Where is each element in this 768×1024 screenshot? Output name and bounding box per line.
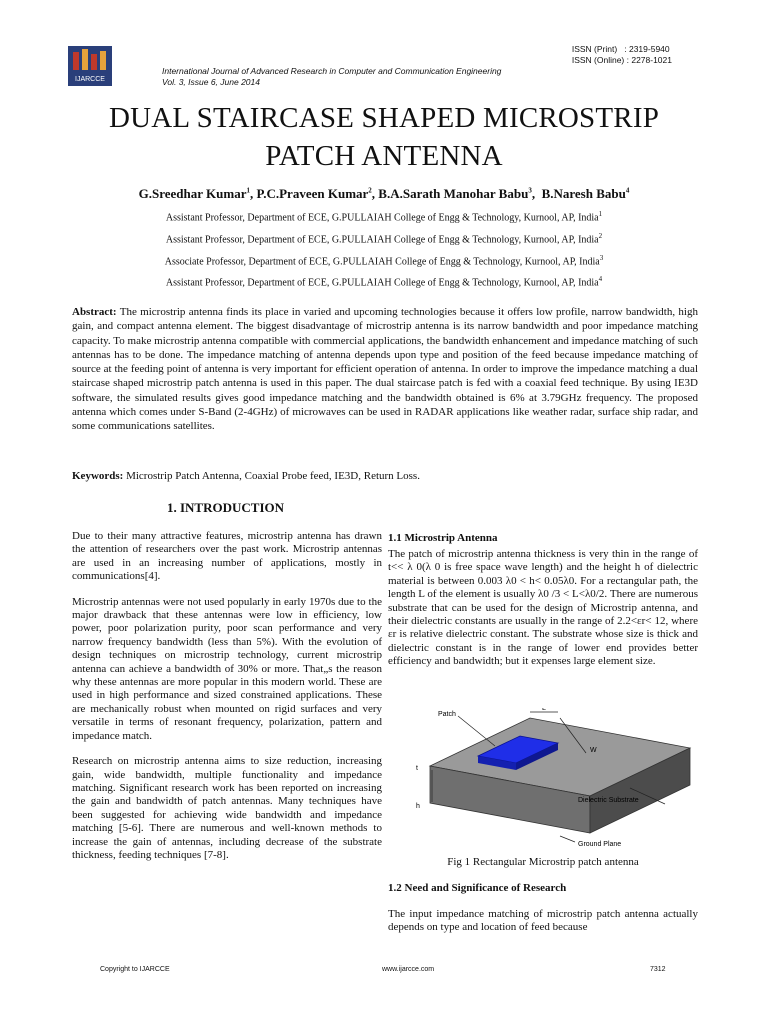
ground-leader (560, 836, 575, 842)
label-h: h (416, 803, 420, 810)
intro-paragraph: Research on microstrip antenna aims to size reduction, increasing gain, wide bandwidth, multiple functionality and impedance matching. Significant research work has been reported on increasing the gain and bandwidth of patch antennas. Many techniques have been suggested for achieving wide bandwidth and impedance matching [5-6]. There are numerous and well-known methods to increase the gain of antennas, including decrease of the substrate thickness, feeding techniques [7-8]. (72, 755, 382, 861)
affiliation (0, 210, 768, 223)
intro-paragraph: Microstrip antennas were not used popularly in early 1970s due to the major drawback that these antennas were low in efficiency, low power, poor polarization purity, poor scan performance and very narrow frequency bandwidth (less than 5%). With the evolution of design techniques on microstrip technology, current microstrip antenna can achieve a bandwidth of 30% or more. That„s the reason why these antennas are more popular in this modern world. These are used in high performance and sized constrained applications. These are mechanically robust when mounted on rigid surfaces and very versatile in terms of resonant frequency, polarization, pattern and impedance match. (72, 595, 382, 742)
subsection-heading-microstrip: 1.1 Microstrip Antenna (388, 532, 498, 544)
left-column (72, 530, 382, 874)
abstract (72, 305, 698, 434)
microstrip-paragraph: The patch of microstrip antenna thickness is very thin in the range of t<< λ 0(λ 0 is free space wave length) and the height h of dielectric material is between 0.003 λ0 < h< 0.05λ0. For a rectangular path, the length L of the element is usually λ0 /3 < L<λ0/2. There are numerous substrate that can be used for the design of Microstrip antenna, and their dielectric constants are usually in the range of 2.2<εr< 12, where εr is relative dielectric constant. The substrate whose size is thick and dielectric constant is in the range of lower end provides better efficiency and bandwidth; but it expenses large element size. (388, 548, 698, 668)
antenna-figure (410, 708, 700, 853)
affiliation-text: Assistant Professor, Department of ECE, G.PULLAIAH College of Engg & Technology, Kurnool, AP, India (165, 277, 599, 289)
affiliation-sup: 4 (598, 275, 603, 283)
author-sup: 3 (528, 186, 532, 195)
affiliation-text: Assistant Professor, Department of ECE, G.PULLAIAH College of Engg & Technology, Kurnool, AP, India (165, 212, 599, 224)
affiliation-sup: 2 (598, 232, 603, 240)
label-dielectric-substrate: Dielectric Substrate (578, 797, 639, 804)
author-sup: 1 (246, 186, 250, 195)
author-sup: 2 (368, 186, 372, 195)
title-line-1: DUAL STAIRCASE SHAPED MICROSTRIP (108, 102, 660, 134)
intro-paragraph: Due to their many attractive features, microstrip antenna has drawn the attention of researchers over the past work. Microstrip antennas are used in an increasing number of applications, mostly in communications[4]. (72, 530, 382, 583)
issn-online: ISSN (Online) : 2278-1021 (571, 55, 672, 65)
label-w: W (590, 747, 597, 754)
issn-block (572, 44, 672, 66)
title-line-2: PATCH ANTENNA (265, 140, 503, 172)
footer-page-number: 7312 (650, 966, 666, 973)
journal-volume: Vol. 3, Issue 6, June 2014 (162, 77, 260, 87)
abstract-label: Abstract: (72, 306, 117, 318)
author-sup: 4 (625, 186, 630, 195)
section-heading-introduction: 1. INTRODUCTION (166, 500, 284, 515)
abstract-text: The microstrip antenna finds its place in varied and upcoming technologies because it offers low profile, narrow bandwidth, high gain, and compact antenna element. The biggest disadvantage of microstrip antenna is its narrow bandwidth and poor impedance matching capacity. To make microstrip antenna compatible with commercial applications, the bandwidth enhancement and impedance matching of such antennas has to be done. The impedance matching of antenna depends upon type and position of the feed because impedance matching of source at the feeding point of antenna is very important for efficient operation of antenna. In order to improve the impedance matching a dual staircase shaped microstrip patch antenna is used in this paper. The dual staircase patch is fed with a coaxial feed technique. By using IE3D software, the simulated results gives good impedance matching and the bandwidth obtained is 6% at 3.79GHz frequency. The proposed antenna which comes under S-Band (2-4GHz) of microwaves can be used in RADAR applications like weather radar, surface ship radar, and some communications satellites. (72, 306, 698, 433)
author-name: B.A.Sarath Manohar Babu (378, 186, 529, 201)
affiliation (0, 275, 768, 288)
label-t: t (416, 765, 418, 772)
label-patch: Patch (438, 711, 456, 718)
affiliation-sup: 3 (599, 254, 604, 262)
label-l: L (542, 708, 546, 712)
journal-name: International Journal of Advanced Research in Computer and Communication Engineering (162, 66, 502, 76)
journal-header (162, 66, 501, 88)
affiliation (0, 232, 768, 245)
affiliation (0, 254, 768, 267)
paper-title (0, 99, 768, 175)
logo-text: IJARCCE (75, 76, 105, 83)
author-name: G.Sreedhar Kumar (138, 186, 247, 201)
keywords-label: Keywords: (72, 470, 124, 482)
figure-caption: Fig 1 Rectangular Microstrip patch antenna (447, 856, 639, 868)
affiliation-sup: 1 (598, 210, 603, 218)
label-ground-plane: Ground Plane (578, 841, 622, 848)
footer-copyright: Copyright to IJARCCE (100, 966, 170, 973)
author-name: B.Naresh Babu (541, 186, 626, 201)
issn-print: ISSN (Print) : 2319-5940 (571, 44, 670, 54)
keywords (72, 470, 698, 482)
affiliation-text: Associate Professor, Department of ECE, G.PULLAIAH College of Engg & Technology, Kurnool, AP, India (164, 256, 600, 268)
author-list: G.Sreedhar Kumar$^1$, P.C.Praveen Kumar$^2$, B.A.Sarath Manohar Babu$^3$, B.Naresh Babu$^4$ (138, 186, 630, 201)
author-name: P.C.Praveen Kumar (256, 186, 369, 201)
journal-logo (68, 46, 112, 86)
keywords-text: Microstrip Patch Antenna, Coaxial Probe feed, IE3D, Return Loss. (126, 470, 420, 482)
affiliation-text: Assistant Professor, Department of ECE, G.PULLAIAH College of Engg & Technology, Kurnool, AP, India (165, 234, 599, 246)
patch-leader (458, 716, 495, 746)
need-paragraph: The input impedance matching of microstrip patch antenna actually depends on type and location of feed because (388, 908, 698, 934)
footer-website: www.ijarcce.com (382, 966, 435, 973)
subsection-heading-need: 1.2 Need and Significance of Research (388, 882, 567, 894)
